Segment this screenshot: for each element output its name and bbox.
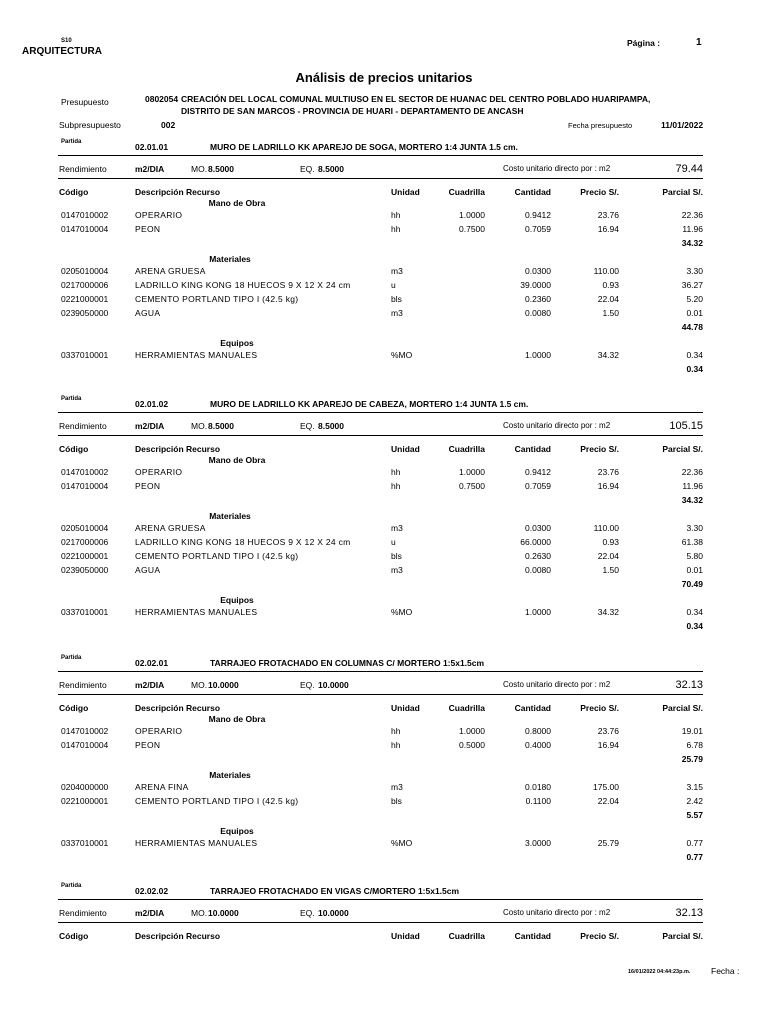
col-header-cuadrilla: Cuadrilla (448, 931, 485, 941)
resource-unit: bls (391, 796, 402, 806)
costo-unitario-value: 79.44 (675, 163, 703, 175)
resource-parcial: 19.01 (681, 726, 703, 736)
group-heading: Materiales (209, 511, 251, 521)
col-header-descripcion: Descripción Recurso (135, 187, 221, 197)
resource-cantidad: 0.7059 (525, 481, 551, 491)
resource-code: 0147010004 (61, 740, 109, 750)
divider (58, 694, 703, 695)
resource-description: AGUA (135, 565, 161, 575)
resource-cuadrilla: 1.0000 (459, 467, 485, 477)
eq-label: EQ. (300, 908, 315, 918)
resource-code: 0204000000 (61, 782, 109, 792)
resource-unit: m3 (391, 782, 403, 792)
resource-parcial: 0.34 (686, 350, 703, 360)
resource-description: CEMENTO PORTLAND TIPO I (42.5 kg) (135, 796, 299, 806)
resource-code: 0147010002 (61, 726, 109, 736)
col-header-descripcion: Descripción Recurso (135, 931, 221, 941)
footer-fecha-label: Fecha : (711, 966, 740, 976)
partida-label: Partida (61, 139, 82, 145)
col-header-unidad: Unidad (391, 931, 420, 941)
group-heading: Mano de Obra (208, 455, 266, 465)
mo-label: MO. (191, 680, 208, 690)
partida-code: 02.01.02 (135, 399, 169, 409)
resource-code: 0147010004 (61, 481, 109, 491)
resource-precio: 110.00 (593, 266, 619, 276)
resource-cantidad: 0.0080 (525, 565, 551, 575)
group-heading: Materiales (209, 254, 251, 264)
resource-unit: hh (391, 210, 401, 220)
mo-value: 10.0000 (208, 908, 239, 918)
resource-parcial: 61.38 (681, 537, 703, 547)
resource-precio: 1.50 (602, 565, 619, 575)
presupuesto-code: 0802054 (145, 94, 179, 104)
resource-code: 0217000006 (61, 537, 109, 547)
partida-label: Partida (61, 883, 82, 889)
presupuesto-label: Presupuesto (61, 97, 109, 107)
fecha-presupuesto: 11/01/2022 (661, 120, 704, 130)
col-header-cuadrilla: Cuadrilla (448, 444, 485, 454)
col-header-codigo: Código (59, 703, 89, 713)
resource-cuadrilla: 1.0000 (459, 726, 485, 736)
partida-code: 02.02.02 (135, 886, 169, 896)
resource-cuadrilla: 1.0000 (459, 210, 485, 220)
resource-code: 0205010004 (61, 266, 109, 276)
resource-description: OPERARIO (135, 726, 183, 736)
col-header-codigo: Código (59, 444, 89, 454)
resource-unit: bls (391, 294, 402, 304)
resource-cantidad: 0.0080 (525, 308, 551, 318)
resource-description: ARENA GRUESA (135, 523, 206, 533)
group-subtotal: 25.79 (681, 754, 703, 764)
resource-code: 0147010002 (61, 467, 109, 477)
partida-title: MURO DE LADRILLO KK APAREJO DE SOGA, MORTERO 1:4 JUNTA 1.5 cm. (210, 142, 518, 152)
col-header-precio: Precio S/. (580, 931, 619, 941)
mo-value: 8.5000 (208, 164, 234, 174)
partida-label: Partida (61, 655, 82, 661)
group-heading: Equipos (220, 338, 254, 348)
costo-unitario-label: Costo unitario directo por : m2 (503, 908, 611, 917)
resource-parcial: 3.30 (686, 523, 703, 533)
subpresupuesto-code: 002 (161, 120, 176, 130)
resource-cantidad: 0.7059 (525, 224, 551, 234)
resource-precio: 175.00 (593, 782, 619, 792)
resource-unit: bls (391, 551, 402, 561)
resource-cuadrilla: 0.7500 (459, 224, 485, 234)
col-header-parcial: Parcial S/. (662, 931, 703, 941)
resource-description: CEMENTO PORTLAND TIPO I (42.5 kg) (135, 294, 299, 304)
resource-unit: u (391, 280, 396, 290)
mo-value: 10.0000 (208, 680, 239, 690)
group-subtotal: 0.34 (686, 621, 703, 631)
col-header-parcial: Parcial S/. (662, 444, 703, 454)
resource-parcial: 0.01 (686, 308, 703, 318)
eq-value: 8.5000 (318, 421, 344, 431)
col-header-cantidad: Cantidad (514, 444, 551, 454)
partida-code: 02.01.01 (135, 142, 169, 152)
resource-precio: 25.79 (597, 838, 619, 848)
col-header-unidad: Unidad (391, 187, 420, 197)
resource-cantidad: 0.9412 (525, 467, 551, 477)
presupuesto-line1: CREACIÓN DEL LOCAL COMUNAL MULTIUSO EN EL SECTOR DE HUANAC DEL CENTRO POBLADO HUARIPAMPA, (181, 94, 651, 104)
mo-label: MO. (191, 164, 208, 174)
resource-unit: m3 (391, 308, 403, 318)
resource-cantidad: 0.1100 (525, 796, 551, 806)
col-header-cuadrilla: Cuadrilla (448, 703, 485, 713)
resource-unit: m3 (391, 523, 403, 533)
partida-title: MURO DE LADRILLO KK APAREJO DE CABEZA, MORTERO 1:4 JUNTA 1.5 cm. (210, 399, 529, 409)
divider (58, 435, 703, 436)
divider (58, 671, 703, 672)
resource-cantidad: 0.2360 (525, 294, 551, 304)
resource-precio: 16.94 (597, 224, 619, 234)
rendimiento-unit: m2/DIA (135, 680, 165, 690)
mo-value: 8.5000 (208, 421, 234, 431)
costo-unitario-value: 105.15 (669, 420, 703, 432)
resource-code: 0221000001 (61, 796, 109, 806)
resource-unit: hh (391, 224, 401, 234)
resource-description: PEON (135, 740, 161, 750)
group-subtotal: 44.78 (681, 322, 703, 332)
resource-precio: 34.32 (597, 607, 619, 617)
rendimiento-unit: m2/DIA (135, 164, 165, 174)
resource-parcial: 22.36 (681, 210, 703, 220)
resource-cantidad: 66.0000 (520, 537, 551, 547)
resource-parcial: 3.30 (686, 266, 703, 276)
resource-cantidad: 0.0180 (525, 782, 551, 792)
resource-parcial: 5.20 (686, 294, 703, 304)
group-heading: Materiales (209, 770, 251, 780)
col-header-parcial: Parcial S/. (662, 187, 703, 197)
resource-description: PEON (135, 481, 161, 491)
col-header-unidad: Unidad (391, 444, 420, 454)
resource-unit: hh (391, 740, 401, 750)
resource-precio: 23.76 (597, 726, 619, 736)
resource-cantidad: 0.8000 (525, 726, 551, 736)
resource-parcial: 36.27 (681, 280, 703, 290)
resource-cantidad: 1.0000 (525, 350, 551, 360)
resource-description: ARENA FINA (135, 782, 189, 792)
resource-code: 0147010004 (61, 224, 109, 234)
resource-code: 0239050000 (61, 565, 109, 575)
resource-parcial: 3.15 (686, 782, 703, 792)
mo-label: MO. (191, 908, 208, 918)
resource-precio: 16.94 (597, 481, 619, 491)
col-header-precio: Precio S/. (580, 703, 619, 713)
resource-code: 0205010004 (61, 523, 109, 533)
group-heading: Mano de Obra (208, 714, 266, 724)
resource-code: 0239050000 (61, 308, 109, 318)
eq-label: EQ. (300, 164, 315, 174)
partida-code: 02.02.01 (135, 658, 169, 668)
eq-value: 8.5000 (318, 164, 344, 174)
group-heading: Equipos (220, 826, 254, 836)
group-subtotal: 34.32 (681, 238, 703, 248)
resource-description: CEMENTO PORTLAND TIPO I (42.5 kg) (135, 551, 299, 561)
resource-parcial: 11.96 (682, 224, 703, 234)
group-heading: Equipos (220, 595, 254, 605)
col-header-codigo: Código (59, 931, 89, 941)
costo-unitario-value: 32.13 (675, 679, 703, 691)
resource-precio: 22.04 (597, 796, 619, 806)
resource-cantidad: 0.0300 (525, 266, 551, 276)
resource-parcial: 6.78 (686, 740, 703, 750)
col-header-descripcion: Descripción Recurso (135, 444, 221, 454)
group-subtotal: 34.32 (681, 495, 703, 505)
col-header-codigo: Código (59, 187, 89, 197)
fecha-presupuesto-label: Fecha presupuesto (568, 121, 633, 130)
footer-timestamp: 16/01/2022 04:44:23p.m. (628, 969, 691, 975)
resource-unit: m3 (391, 565, 403, 575)
resource-unit: u (391, 537, 396, 547)
partida-title: TARRAJEO FROTACHADO EN VIGAS C/MORTERO 1:5x1.5cm (210, 886, 460, 896)
resource-unit: %MO (391, 838, 413, 848)
resource-description: HERRAMIENTAS MANUALES (135, 350, 258, 360)
resource-description: LADRILLO KING KONG 18 HUECOS 9 X 12 X 24 cm (135, 280, 351, 290)
resource-precio: 23.76 (597, 467, 619, 477)
subpresupuesto-label: Subpresupuesto (59, 120, 121, 130)
divider (58, 178, 703, 179)
rendimiento-label: Rendimiento (59, 421, 107, 431)
resource-description: PEON (135, 224, 161, 234)
resource-code: 0337010001 (61, 350, 109, 360)
divider (58, 155, 703, 156)
resource-cantidad: 39.0000 (520, 280, 551, 290)
resource-parcial: 0.77 (686, 838, 703, 848)
partida-title: TARRAJEO FROTACHADO EN COLUMNAS C/ MORTERO 1:5x1.5cm (210, 658, 485, 668)
resource-cantidad: 3.0000 (525, 838, 551, 848)
resource-description: OPERARIO (135, 210, 183, 220)
col-header-precio: Precio S/. (580, 444, 619, 454)
group-heading: Mano de Obra (208, 198, 266, 208)
resource-description: LADRILLO KING KONG 18 HUECOS 9 X 12 X 24 cm (135, 537, 351, 547)
resource-cuadrilla: 0.7500 (459, 481, 485, 491)
resource-code: 0337010001 (61, 607, 109, 617)
resource-description: AGUA (135, 308, 161, 318)
resource-unit: hh (391, 481, 401, 491)
eq-value: 10.0000 (318, 680, 349, 690)
resource-cantidad: 0.2630 (525, 551, 551, 561)
resource-cantidad: 0.9412 (525, 210, 551, 220)
resource-unit: %MO (391, 607, 413, 617)
resource-precio: 16.94 (597, 740, 619, 750)
resource-code: 0221000001 (61, 294, 109, 304)
rendimiento-unit: m2/DIA (135, 908, 165, 918)
group-subtotal: 70.49 (681, 579, 703, 589)
divider (58, 922, 703, 923)
resource-description: ARENA GRUESA (135, 266, 206, 276)
s10-label: S10 (61, 38, 72, 44)
resource-code: 0221000001 (61, 551, 109, 561)
group-subtotal: 5.57 (686, 810, 703, 820)
section-title: ARQUITECTURA (22, 46, 102, 57)
col-header-unidad: Unidad (391, 703, 420, 713)
resource-precio: 0.93 (602, 280, 619, 290)
resource-parcial: 22.36 (681, 467, 703, 477)
costo-unitario-label: Costo unitario directo por : m2 (503, 421, 611, 430)
col-header-cantidad: Cantidad (514, 703, 551, 713)
resource-precio: 1.50 (602, 308, 619, 318)
resource-description: OPERARIO (135, 467, 183, 477)
rendimiento-label: Rendimiento (59, 680, 107, 690)
divider (58, 899, 703, 900)
resource-parcial: 0.34 (686, 607, 703, 617)
resource-parcial: 11.96 (682, 481, 703, 491)
resource-cantidad: 1.0000 (525, 607, 551, 617)
resource-code: 0217000006 (61, 280, 109, 290)
resource-description: HERRAMIENTAS MANUALES (135, 607, 258, 617)
presupuesto-line2: DISTRITO DE SAN MARCOS - PROVINCIA DE HUARI - DEPARTAMENTO DE ANCASH (181, 106, 524, 116)
resource-unit: hh (391, 467, 401, 477)
resource-precio: 34.32 (597, 350, 619, 360)
partida-label: Partida (61, 396, 82, 402)
group-subtotal: 0.77 (686, 852, 703, 862)
resource-parcial: 0.01 (686, 565, 703, 575)
rendimiento-label: Rendimiento (59, 164, 107, 174)
resource-description: HERRAMIENTAS MANUALES (135, 838, 258, 848)
resource-precio: 110.00 (593, 523, 619, 533)
resource-cantidad: 0.0300 (525, 523, 551, 533)
divider (58, 412, 703, 413)
col-header-descripcion: Descripción Recurso (135, 703, 221, 713)
resource-unit: hh (391, 726, 401, 736)
resource-parcial: 2.42 (686, 796, 703, 806)
col-header-precio: Precio S/. (580, 187, 619, 197)
costo-unitario-label: Costo unitario directo por : m2 (503, 164, 611, 173)
mo-label: MO. (191, 421, 208, 431)
col-header-cantidad: Cantidad (514, 187, 551, 197)
eq-label: EQ. (300, 680, 315, 690)
page-number: 1 (696, 37, 702, 48)
col-header-cantidad: Cantidad (514, 931, 551, 941)
resource-precio: 22.04 (597, 551, 619, 561)
resource-unit: m3 (391, 266, 403, 276)
page-title: Análisis de precios unitarios (295, 70, 473, 85)
page-label: Página : (627, 38, 661, 48)
eq-value: 10.0000 (318, 908, 349, 918)
resource-precio: 0.93 (602, 537, 619, 547)
resource-parcial: 5.80 (686, 551, 703, 561)
resource-precio: 22.04 (597, 294, 619, 304)
rendimiento-unit: m2/DIA (135, 421, 165, 431)
resource-precio: 23.76 (597, 210, 619, 220)
costo-unitario-value: 32.13 (675, 907, 703, 919)
resource-code: 0337010001 (61, 838, 109, 848)
col-header-parcial: Parcial S/. (662, 703, 703, 713)
rendimiento-label: Rendimiento (59, 908, 107, 918)
resource-cuadrilla: 0.5000 (459, 740, 485, 750)
resource-cantidad: 0.4000 (525, 740, 551, 750)
col-header-cuadrilla: Cuadrilla (448, 187, 485, 197)
resource-unit: %MO (391, 350, 413, 360)
costo-unitario-label: Costo unitario directo por : m2 (503, 680, 611, 689)
resource-code: 0147010002 (61, 210, 109, 220)
group-subtotal: 0.34 (686, 364, 703, 374)
eq-label: EQ. (300, 421, 315, 431)
